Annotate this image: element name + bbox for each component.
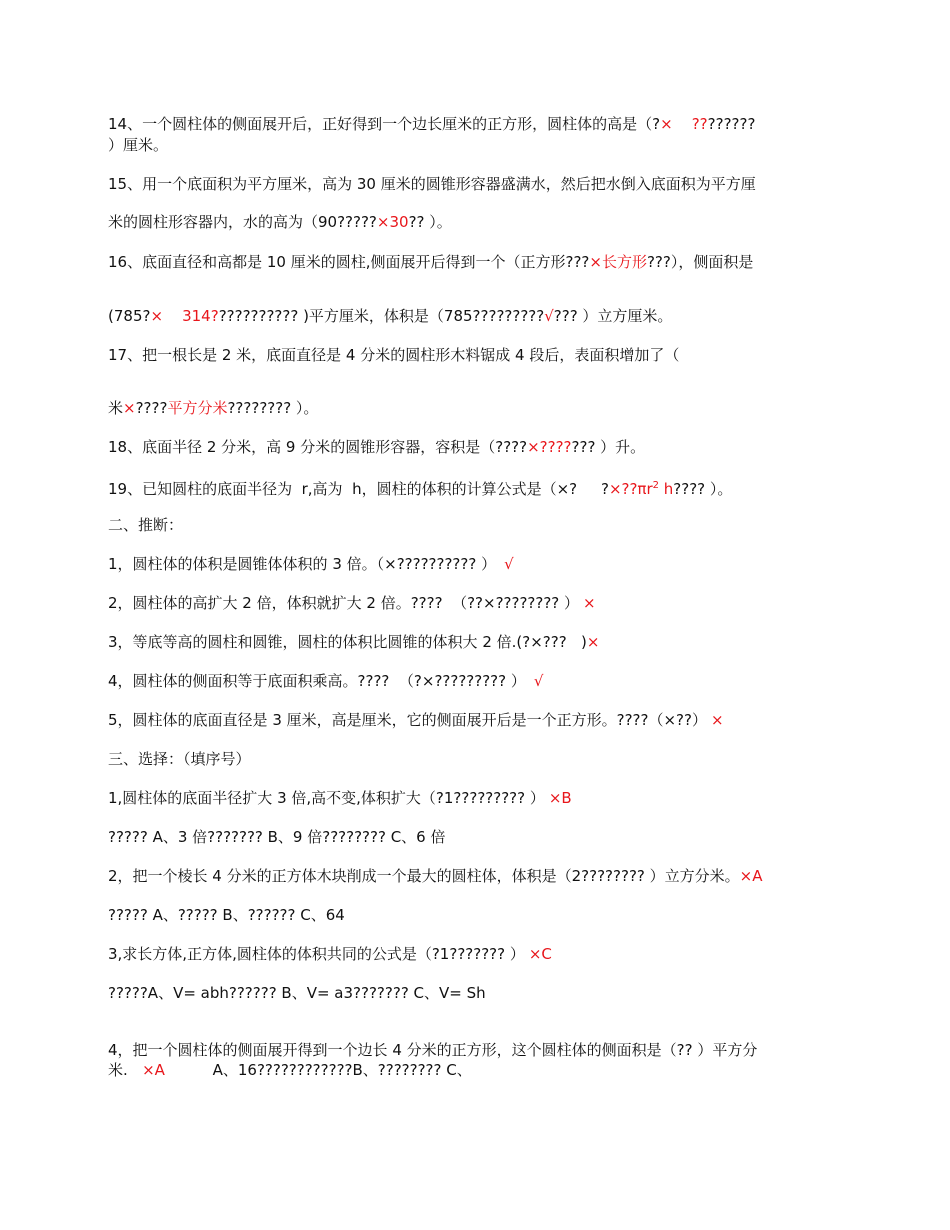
q16-text2: (785?: [108, 307, 151, 325]
q14-end: ??????: [707, 115, 756, 133]
section-choice-heading: 三、选择：（填序号）: [108, 750, 251, 768]
wrong-mark: ×: [710, 711, 724, 729]
answer-mark: 平方分米: [167, 399, 228, 417]
choice-4-line2: [108, 1060, 472, 1080]
answer-mark: ×A: [142, 1061, 165, 1079]
choice-text: 1,圆柱体的底面半径扩大 3 倍,高不变,体积扩大（?1????????? ）: [108, 789, 545, 807]
judge-text: 5，圆柱体的底面直径是 3 厘米，高是厘米，它的侧面展开后是一个正方形。????（×??）: [108, 711, 707, 729]
answer-mark: × 314?: [150, 307, 219, 325]
answer-mark: ×??πr: [608, 480, 653, 498]
choice-text: 2，把一个棱长 4 分米的正方体木块削成一个最大的圆柱体，体积是（2???????? ）立方分米。: [108, 867, 740, 885]
wrong-mark: ×: [660, 115, 673, 133]
choice-text: 米.: [108, 1061, 143, 1079]
choice-1-options: ????? A、3 倍??????? B、9 倍???????? C、6 倍: [108, 828, 446, 846]
q14-text: 14、一个圆柱体的侧面展开后，正好得到一个边长厘米的正方形，圆柱体的高是（?: [108, 115, 661, 133]
q17-text: 米: [108, 399, 124, 417]
answer-mark: ×C: [528, 945, 552, 963]
answer-mark: ×????: [527, 438, 572, 456]
answer-mark: ×长方形: [589, 253, 647, 271]
choice-1: [108, 788, 572, 808]
q16-line2: [108, 306, 672, 326]
q14-gap: [673, 115, 692, 133]
judge-1: [108, 554, 514, 574]
q14-line1: [108, 114, 755, 134]
judge-5: [108, 710, 724, 730]
q17-line2: [108, 398, 318, 418]
answer-mark: ??: [691, 115, 708, 133]
section-judgement-heading: 二、推断：: [108, 516, 184, 534]
judge-text: 3，等底等高的圆柱和圆锥，圆柱的体积比圆锥的体积大 2 倍.(?×??? ): [108, 633, 587, 651]
q19-text: 19、已知圆柱的底面半径为 r,高为 h，圆柱的体积的计算公式是（×? ?: [108, 480, 609, 498]
answer-mark: ×30: [376, 213, 409, 231]
q14-line2: ）厘米。: [108, 136, 169, 154]
judge-text: 4，圆柱体的侧面积等于底面积乘高。???? （?×????????? ）: [108, 672, 526, 690]
q16-mid: ?????????? )平方厘米，体积是（785?????????: [218, 307, 545, 325]
q18-end: ??? ）升。: [571, 438, 646, 456]
q18-line: [108, 437, 645, 457]
q17-mid: ????: [135, 399, 168, 417]
q15-line1: 15、用一个底面积为平方厘米，高为 30 厘米的圆锥形容器盛满水，然后把水倒入底面积为平方厘: [108, 175, 756, 193]
check-mark: √: [544, 307, 554, 325]
judge-3: [108, 632, 599, 652]
choice-text: 3,求长方体,正方体,圆柱体的体积共同的公式是（?1??????? ）: [108, 945, 525, 963]
wrong-mark: ×: [123, 399, 136, 417]
q16-end: ???），侧面积是: [646, 253, 754, 271]
q16-text: 16、底面直径和高都是 10 厘米的圆柱,侧面展开后得到一个（正方形???: [108, 253, 590, 271]
judge-text: 1，圆柱体的体积是圆锥体体积的 3 倍。（×?????????? ）: [108, 555, 497, 573]
q19-line: [108, 476, 732, 499]
check-mark: √: [504, 555, 514, 573]
judge-2: [108, 593, 596, 613]
answer-mark: h: [659, 480, 674, 498]
q17-line1: 17、把一根长是 2 米，底面直径是 4 分米的圆柱形木料锯成 4 段后，表面积增加了（: [108, 346, 680, 364]
judge-text: 2，圆柱体的高扩大 2 倍，体积就扩大 2 倍。???? （??×???????? ）: [108, 594, 580, 612]
answer-mark: ×A: [739, 867, 763, 885]
answer-mark: ×B: [548, 789, 572, 807]
q15-end: ?? ）。: [408, 213, 452, 231]
choice-2-options: ????? A、????? B、?????? C、64: [108, 906, 345, 924]
choice-4-options: A、16????????????B、???????? C、: [164, 1061, 472, 1079]
superscript: 2: [652, 480, 660, 491]
wrong-mark: ×: [583, 594, 596, 612]
wrong-mark: ×: [586, 633, 600, 651]
q17-end: ???????? ）。: [227, 399, 319, 417]
choice-4-line1: 4，把一个圆柱体的侧面展开得到一个边长 4 分米的正方形，这个圆柱体的侧面积是（?? ）平方分: [108, 1041, 758, 1059]
choice-3: [108, 944, 552, 964]
q19-end: ???? ）。: [673, 480, 733, 498]
choice-3-options: ?????A、V= abh?????? B、V= a3??????? C、V= Sh: [108, 984, 486, 1002]
q15-line2: [108, 212, 452, 232]
q15-text: 米的圆柱形容器内，水的高为（90?????: [108, 213, 377, 231]
q18-text: 18、底面半径 2 分米，高 9 分米的圆锥形容器，容积是（????: [108, 438, 528, 456]
q16-line1: [108, 252, 753, 272]
judge-4: [108, 671, 543, 691]
check-mark: √: [533, 672, 544, 690]
choice-2: [108, 866, 762, 886]
q16-end2: ??? ）立方厘米。: [553, 307, 673, 325]
